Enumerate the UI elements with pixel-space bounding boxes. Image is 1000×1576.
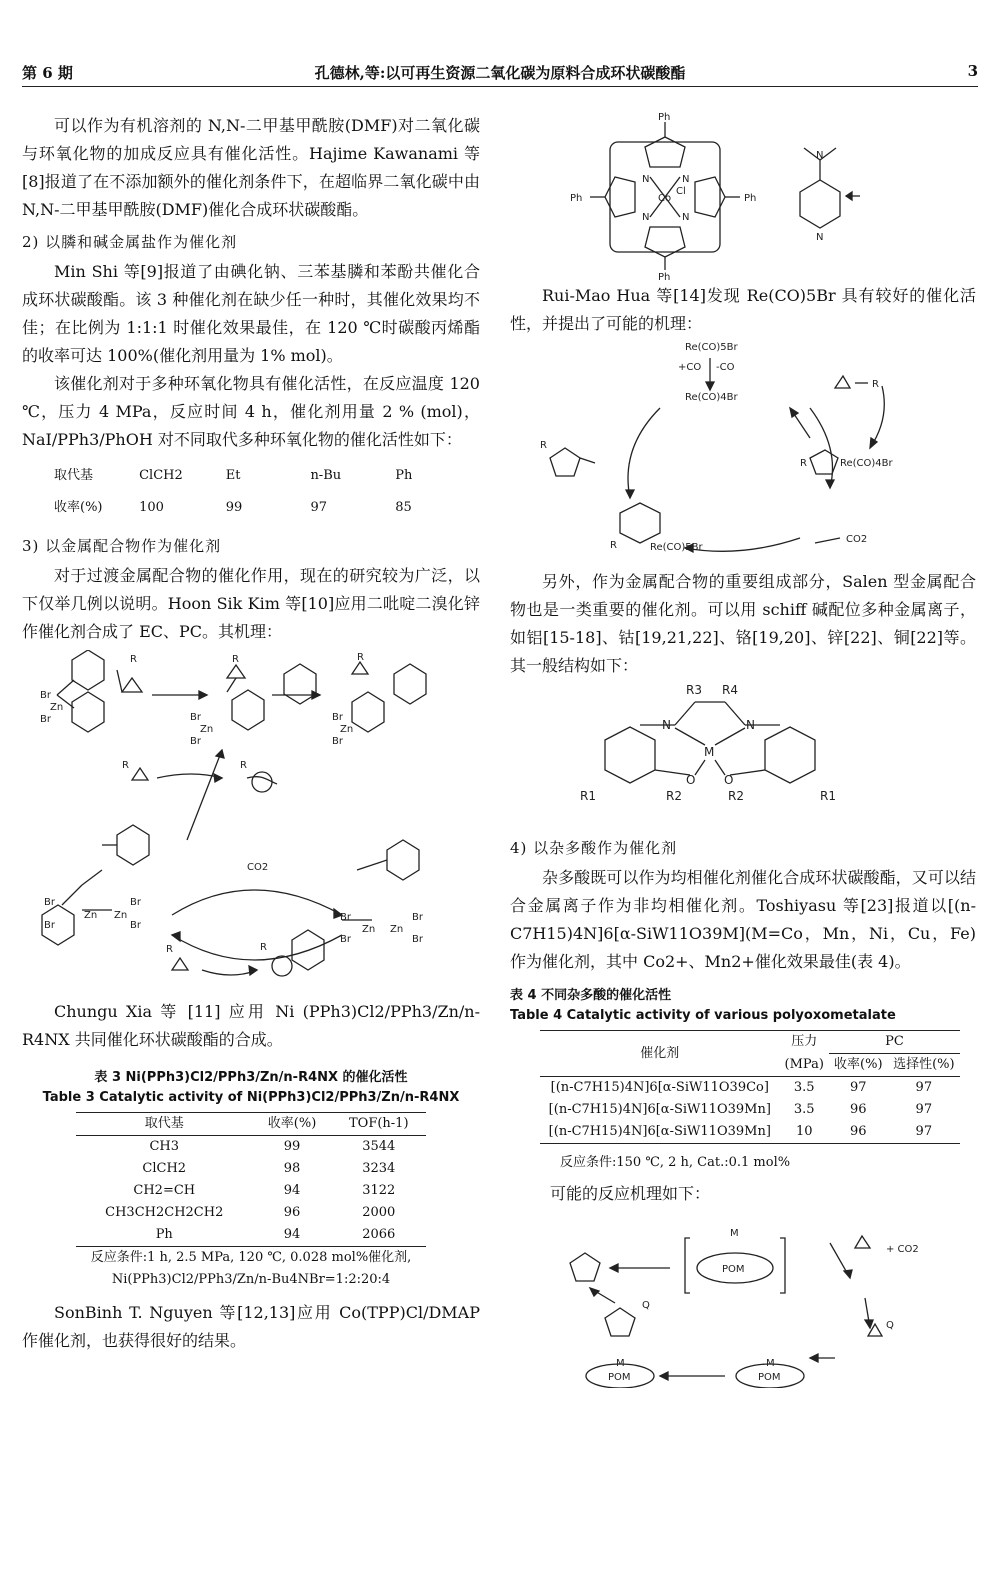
re-co4br-label: Re(CO)4Br <box>840 458 893 469</box>
br-label: Br <box>40 714 51 725</box>
table-cell: 97 <box>310 500 327 515</box>
r-label: R <box>122 760 129 771</box>
br-label: Br <box>412 912 423 923</box>
table-cell: 3.5 <box>793 1102 815 1117</box>
paragraph-nguyen: SonBinh T. Nguyen 等[12,13]应用 Co(TPP)Cl/DMAP 作催化剂，也获得很好的结果。 <box>22 1303 480 1350</box>
r-label: R <box>240 760 247 771</box>
zinc-mechanism-scheme <box>22 650 480 990</box>
table-cell: ClCH2 <box>142 1161 187 1176</box>
paragraph-xia: Chungu Xia 等 [11] 应用 Ni (PPh3)Cl2/PPh3/Zn/n-R4NX 共同催化环状碳酸酯的合成。 <box>22 1002 480 1049</box>
zn-label: Zn <box>340 724 354 735</box>
n-label: N <box>816 150 824 161</box>
m-label: M <box>616 1358 625 1369</box>
n-label: N <box>682 212 690 223</box>
r-label: R <box>357 652 364 663</box>
section-heading-3: 3) 以金属配合物作为催化剂 <box>22 537 222 555</box>
table4 <box>540 1030 960 1144</box>
zn-label: Zn <box>114 910 128 921</box>
table-header: PC <box>829 1031 960 1054</box>
zn-label: Zn <box>84 910 98 921</box>
paragraph-dmf: 可以作为有机溶剂的 N,N-二甲基甲酰胺(DMF)对二氧化碳与环氧化物的加成反应具有催化活性。Hajime Kawanami 等[8]报道了在不添加额外的催化剂条件下，在超临界二氧化碳中由 N,N-二甲基甲酰胺(DMF)催化合成环状碳酸酯。 <box>22 116 480 219</box>
table-row <box>76 1158 426 1180</box>
table-cell: Et <box>225 468 241 483</box>
paragraph-hua: Rui-Mao Hua 等[14]发现 Re(CO)5Br 具有较好的催化活性，并提出了可能的机理： <box>510 286 976 333</box>
table3 <box>76 1112 426 1247</box>
table-cell: 2000 <box>362 1205 396 1220</box>
table3-caption-cn: 表 3 Ni(PPh3)Cl2/PPh3/Zn/n-R4NX 的催化活性 <box>94 1070 408 1085</box>
n-label: N <box>682 174 690 185</box>
table-header: 取代基 <box>144 1116 184 1131</box>
left-column <box>22 112 480 1355</box>
br-label: Br <box>44 897 55 908</box>
table-header-row <box>76 1113 426 1136</box>
r-label: R <box>260 942 267 953</box>
page-number: 3 <box>967 62 978 80</box>
ph-label: Ph <box>658 112 671 123</box>
table-cell: 10 <box>795 1124 813 1139</box>
paragraph-polyoxometalate: 杂多酸既可以作为均相催化剂催化合成环状碳酸酯，又可以结合金属离子作为非均相催化剂。Toshiyasu 等[23]报道以[(n-C7H15)4N]6[α-SiW11O39M](M=Co，Mn，Ni，Cu，Fe)作为催化剂，其中 Co2+、Mn2+催化效果最佳(表 4)。 <box>510 868 976 971</box>
right-column <box>510 112 976 1388</box>
table-header: TOF(h-1) <box>349 1116 409 1131</box>
pom-label: POM <box>758 1372 781 1383</box>
table-row <box>76 1202 426 1224</box>
br-label: Br <box>332 736 343 747</box>
r-label: R <box>540 440 547 451</box>
table-header: (MPa) <box>784 1056 824 1072</box>
table-cell: [(n-C7H15)4N]6[α-SiW11O39Mn] <box>548 1102 771 1117</box>
issue-number: 第 6 期 <box>22 64 73 82</box>
running-title: 孔德林,等:以可再生资源二氧化碳为原料合成环状碳酸酯 <box>314 64 686 82</box>
br-label: Br <box>44 920 55 931</box>
o-label: O <box>686 773 696 787</box>
r-label: R <box>166 944 173 955</box>
table-row <box>540 1121 960 1144</box>
co2-label: CO2 <box>846 534 868 545</box>
ph-label: Ph <box>744 193 757 204</box>
table-cell: 96 <box>849 1124 867 1139</box>
r-label: R <box>800 458 807 469</box>
r1-label: R1 <box>820 789 836 803</box>
table-header: 压力 <box>791 1034 818 1050</box>
ph-label: Ph <box>570 193 583 204</box>
r3-label: R3 <box>686 683 702 697</box>
table-cell: ClCH2 <box>139 468 183 483</box>
table-row <box>76 1180 426 1202</box>
table-cell: [(n-C7H15)4N]6[α-SiW11O39Co] <box>550 1080 769 1095</box>
m-label: M <box>704 745 715 759</box>
co2-label: + CO2 <box>886 1244 919 1255</box>
table-cell: 3122 <box>362 1183 396 1198</box>
paragraph-salen: 另外，作为金属配合物的重要组成部分，Salen 型金属配合物也是一类重要的催化剂。可以用 schiff 碱配位多种金属离子，如铝[15-18]、钴[19,21,22]、铬[19,20]、锌[22]、铜[22]等。其一般结构如下： <box>510 572 976 675</box>
paragraph-min-shi: Min Shi 等[9]报道了由碘化钠、三苯基膦和苯酚共催化合成环状碳酸酯。该 3 种催化剂在缺少任一种时，其催化效果均不佳；在比例为 1:1:1 时催化效果最佳，在 120 ℃时碳酸丙烯酯的收率可达 100%(催化剂用量为 1% mol)。 <box>22 262 480 365</box>
zn-label: Zn <box>362 924 376 935</box>
table-cell: 96 <box>283 1205 301 1220</box>
section-heading-4: 4) 以杂多酸作为催化剂 <box>510 839 678 857</box>
table-cell: 96 <box>849 1102 867 1117</box>
table-cell: 85 <box>395 500 412 515</box>
table3-note-1: 反应条件:1 h, 2.5 MPa, 120 ℃, 0.028 mol%催化剂, <box>90 1250 412 1265</box>
n-label: N <box>816 232 824 243</box>
br-label: Br <box>412 934 423 945</box>
table-row <box>76 1136 426 1159</box>
q-label: Q <box>642 1300 650 1311</box>
table-cell: CH3CH2CH2CH2 <box>105 1205 224 1220</box>
table4-note: 反应条件:150 ℃, 2 h, Cat.:0.1 mol% <box>560 1155 791 1170</box>
table-cell: Ph <box>155 1227 173 1242</box>
table-cell: 97 <box>915 1080 933 1095</box>
table-cell: CH3 <box>149 1139 180 1154</box>
table-cell: CH2=CH <box>133 1183 196 1198</box>
br-label: Br <box>40 690 51 701</box>
table-cell: 94 <box>283 1227 301 1242</box>
pom-label: POM <box>722 1264 745 1275</box>
n-label: N <box>642 174 650 185</box>
br-label: Br <box>340 934 351 945</box>
co-label: Co <box>658 193 672 204</box>
br-label: Br <box>190 736 201 747</box>
table-cell: 97 <box>915 1102 933 1117</box>
ph-label: Ph <box>658 272 671 282</box>
table-header: 收率(%) <box>267 1116 317 1131</box>
porphyrin-dmap-figure <box>510 112 976 282</box>
table-cell: 2066 <box>362 1227 396 1242</box>
re-co5br-label: Re(CO)5Br <box>685 342 738 353</box>
table-row <box>54 492 480 524</box>
table-cell: 3.5 <box>793 1080 815 1095</box>
table-cell: [(n-C7H15)4N]6[α-SiW11O39Mn] <box>548 1124 771 1139</box>
br-label: Br <box>332 712 343 723</box>
br-label: Br <box>340 912 351 923</box>
table3-note-2: Ni(PPh3)Cl2/PPh3/Zn/n-Bu4NBr=1:2:20:4 <box>111 1272 391 1287</box>
running-header <box>22 58 978 87</box>
zn-label: Zn <box>200 724 214 735</box>
m-label: M <box>730 1228 739 1239</box>
table4-block <box>510 986 976 1174</box>
re-co4br-label: Re(CO)4Br <box>685 392 738 403</box>
re-co5br-label: Re(CO)5Br <box>650 542 703 553</box>
o-label: O <box>724 773 734 787</box>
table-cell: 97 <box>849 1080 867 1095</box>
br-label: Br <box>130 897 141 908</box>
table-row <box>54 460 480 492</box>
paragraph-metal-complex: 对于过渡金属配合物的催化作用，现在的研究较为广泛，以下仅举几例以说明。Hoon Sik Kim 等[10]应用二吡啶二溴化锌作催化剂合成了 EC、PC。其机理： <box>22 566 480 641</box>
table-row <box>540 1099 960 1121</box>
br-label: Br <box>130 920 141 931</box>
r2-label: R2 <box>666 789 682 803</box>
n-label: N <box>662 718 671 732</box>
table4-caption-cn: 表 4 不同杂多酸的催化活性 <box>510 988 672 1003</box>
paragraph-mechanism: 可能的反应机理如下： <box>550 1184 711 1203</box>
r-label: R <box>130 654 137 665</box>
section-heading-2: 2) 以膦和碱金属盐作为催化剂 <box>22 233 238 251</box>
table-header: 催化剂 <box>540 1031 780 1077</box>
table-cell: 98 <box>283 1161 301 1176</box>
zn-label: Zn <box>390 924 404 935</box>
pom-label: POM <box>608 1372 631 1383</box>
table-cell: 取代基 <box>54 468 94 483</box>
q-label: Q <box>886 1320 894 1331</box>
table-cell: 3234 <box>362 1161 396 1176</box>
minus-co-label: -CO <box>716 362 735 373</box>
n-label: N <box>746 718 755 732</box>
table-cell: 99 <box>283 1139 301 1154</box>
r4-label: R4 <box>722 683 738 697</box>
table-cell: n-Bu <box>310 468 342 483</box>
table-cell: 100 <box>139 500 164 515</box>
br-label: Br <box>190 712 201 723</box>
table-cell: 94 <box>283 1183 301 1198</box>
table-cell: 99 <box>225 500 243 515</box>
zn-label: Zn <box>50 702 64 713</box>
n-label: N <box>642 212 650 223</box>
table-header: 收率(%) <box>834 1057 883 1072</box>
table-cell: 收率(%) <box>54 500 103 515</box>
r1-label: R1 <box>580 789 596 803</box>
table-cell: 3544 <box>362 1139 396 1154</box>
salen-structure <box>510 680 976 830</box>
r-label: R <box>232 654 239 665</box>
table-row <box>540 1077 960 1100</box>
paragraph-conditions: 该催化剂对于多种环氧化物具有催化活性，在反应温度 120 ℃，压力 4 MPa，反应时间 4 h，催化剂用量 2 % (mol)，NaI/PPh3/PhOH 对不同取代多种环氧化物的催化活性如下： <box>22 374 480 449</box>
m-label: M <box>766 1358 775 1369</box>
co2-label: CO2 <box>247 862 269 873</box>
cl-label: Cl <box>676 186 686 197</box>
table4-caption-en: Table 4 Catalytic activity of various polyoxometalate <box>510 1008 896 1023</box>
table-cell: Ph <box>395 468 413 483</box>
table-cell: 97 <box>915 1124 933 1139</box>
table3-caption-en: Table 3 Catalytic activity of Ni(PPh3)Cl2/PPh3/Zn/n-R4NX <box>42 1090 460 1105</box>
pom-mechanism-scheme <box>510 1208 976 1388</box>
table-header: 选择性(%) <box>893 1057 955 1072</box>
r-label: R <box>610 540 617 551</box>
r2-label: R2 <box>728 789 744 803</box>
plus-co-label: +CO <box>678 362 702 373</box>
table3-block <box>22 1068 480 1291</box>
substituent-yield-table <box>54 460 480 524</box>
table-header-row <box>540 1031 960 1054</box>
r-label: R <box>872 379 879 390</box>
table-row <box>76 1224 426 1247</box>
rhenium-mechanism-scheme <box>510 338 976 568</box>
